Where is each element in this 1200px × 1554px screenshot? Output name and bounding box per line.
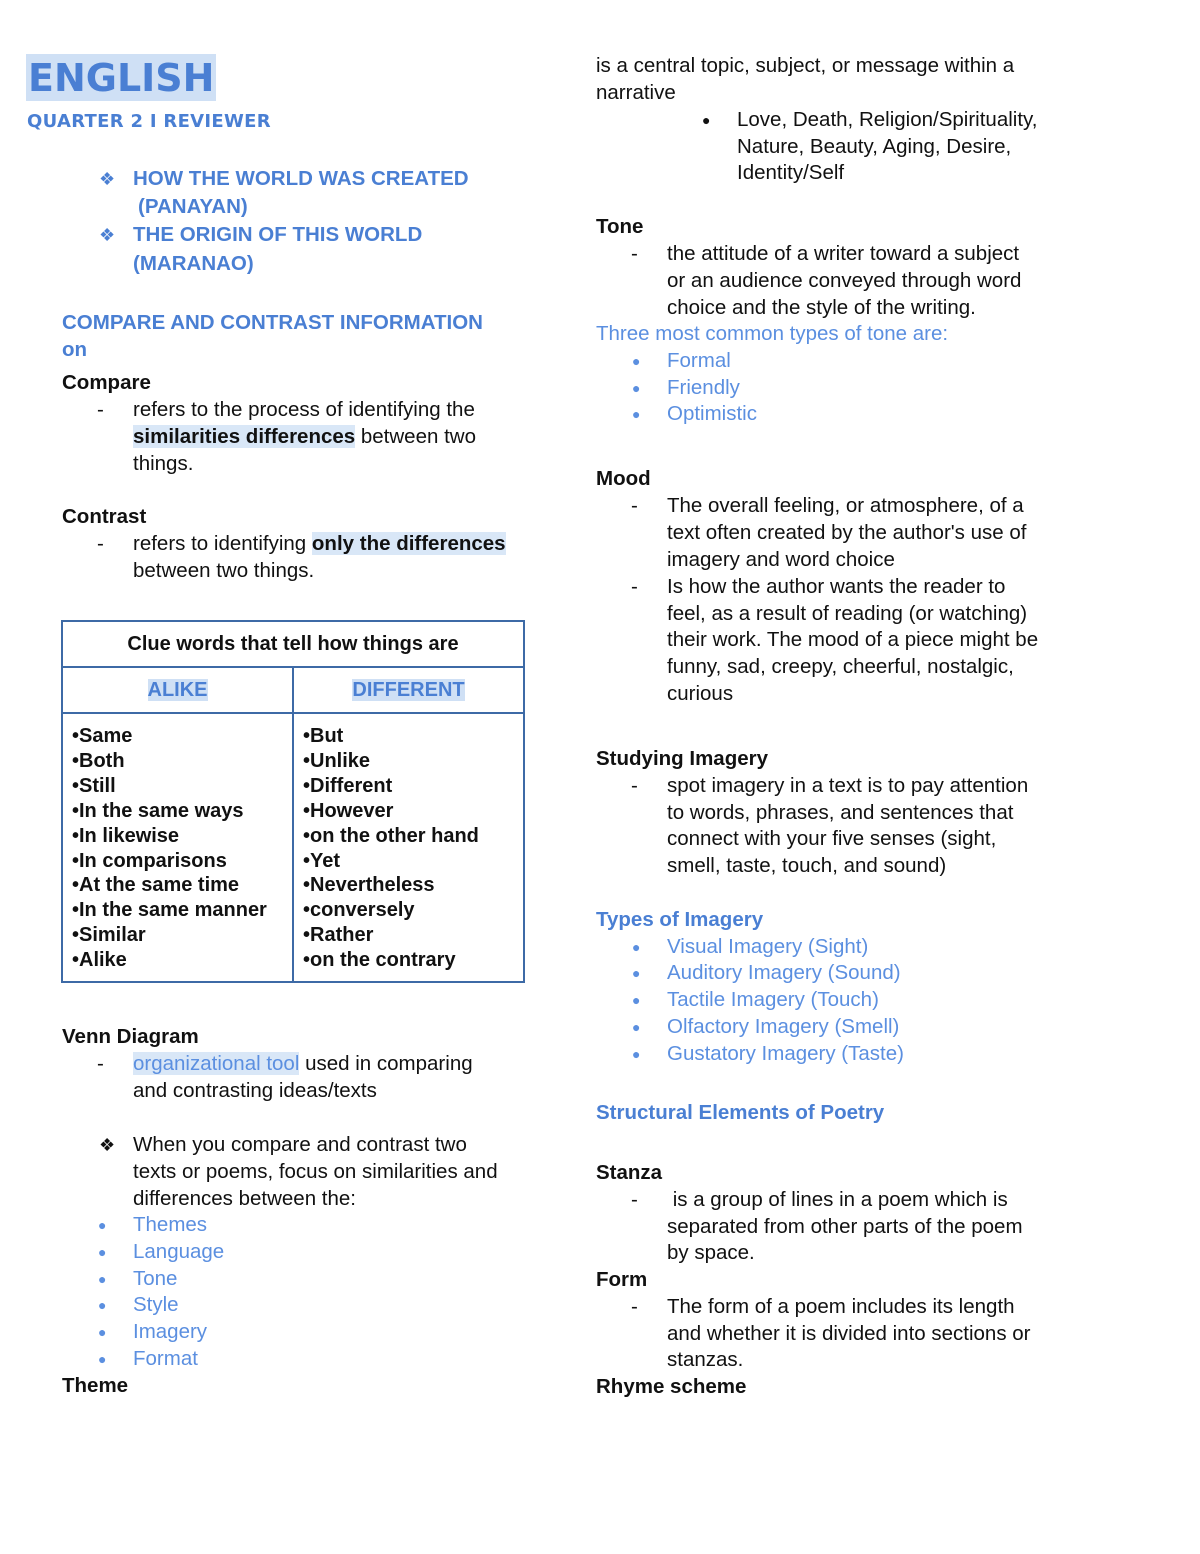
note-line: differences between the: (133, 1187, 356, 1210)
definition-line: curious (667, 682, 734, 705)
list-item: Formal (667, 349, 731, 372)
term-heading: Tone (596, 215, 644, 238)
definition-line: by space. (667, 1241, 755, 1264)
term-heading: Studying Imagery (596, 747, 769, 770)
definition-line: stanzas. (667, 1348, 744, 1371)
definition-line: narrative (596, 81, 676, 104)
page-title: ENGLISH (28, 56, 215, 100)
list-item: Style (133, 1293, 179, 1316)
topic-title: HOW THE WORLD WAS CREATED (133, 167, 469, 190)
definition-line: separated from other parts of the poem (667, 1215, 1023, 1238)
list-item: •on the other hand (303, 824, 479, 847)
alike-label: ALIKE (147, 679, 208, 701)
bullet-icon: ● (632, 1019, 641, 1035)
term-heading: Form (596, 1268, 648, 1291)
definition-line (133, 531, 506, 558)
definition-text: used in comparing (299, 1052, 473, 1075)
bullet-icon: ● (702, 112, 711, 128)
list-item: •But (303, 725, 344, 747)
definition-line: funny, sad, creepy, cheerful, nostalgic, (667, 655, 1014, 678)
term-heading: Stanza (596, 1161, 663, 1184)
note-line: When you compare and contrast two (133, 1133, 467, 1156)
list-item: •Both (72, 749, 125, 772)
diamond-bullet-icon: ❖ (99, 169, 116, 189)
definition-line: smell, taste, touch, and sound) (667, 854, 947, 877)
list-item: Visual Imagery (Sight) (667, 935, 869, 958)
bullet-icon: ● (632, 1046, 641, 1062)
list-item: •In the same ways (72, 799, 244, 822)
definition-line: is a central topic, subject, or message within a (596, 54, 1015, 77)
list-item: •Different (303, 774, 393, 797)
highlighted-text: organizational tool (133, 1052, 300, 1075)
list-item: •Rather (303, 924, 374, 947)
definition-line: The form of a poem includes its length (667, 1295, 1015, 1318)
dash-marker: - (97, 398, 104, 421)
table-column-header (293, 667, 524, 713)
definition-line: between two things. (133, 559, 315, 582)
example-line: Nature, Beauty, Aging, Desire, (737, 135, 1012, 158)
list-item: Olfactory Imagery (Smell) (667, 1015, 900, 1038)
bullet-icon: ● (98, 1217, 107, 1233)
section-heading-continued: on (62, 338, 88, 361)
dash-marker: - (631, 494, 638, 517)
list-item: •Unlike (303, 749, 371, 772)
list-item: •In the same manner (72, 899, 267, 922)
dash-marker: - (631, 575, 638, 598)
bullet-icon: ● (98, 1244, 107, 1260)
definition-line: and contrasting ideas/texts (133, 1079, 377, 1102)
list-item: Auditory Imagery (Sound) (667, 961, 901, 984)
list-item: Themes (133, 1213, 208, 1236)
bullet-icon: ● (632, 353, 641, 369)
list-item: •In comparisons (72, 849, 227, 872)
list-item: •Alike (72, 949, 127, 972)
dash-marker: - (631, 1188, 638, 1211)
list-item: •conversely (303, 899, 415, 922)
list-item: Language (133, 1240, 225, 1263)
bullet-icon: ● (98, 1351, 107, 1367)
definition-line: is a group of lines in a poem which is (667, 1188, 1008, 1211)
term-heading: Mood (596, 467, 651, 490)
definition-line (133, 424, 476, 451)
page-subtitle: QUARTER 2 I REVIEWER (27, 111, 271, 132)
list-item: •Nevertheless (303, 874, 435, 897)
list-item: Format (133, 1347, 198, 1370)
bullet-icon: ● (632, 380, 641, 396)
clue-words-table (61, 620, 525, 983)
definition-line: or an audience conveyed through word (667, 269, 1022, 292)
types-intro: Three most common types of tone are: (596, 322, 949, 345)
bullet-icon: ● (632, 406, 641, 422)
definition-line: imagery and word choice (667, 548, 895, 571)
definition-line: text often created by the author's use of (667, 521, 1027, 544)
definition-line: connect with your five senses (sight, (667, 827, 997, 850)
list-item: •on the contrary (303, 949, 456, 972)
topic-subtitle: (PANAYAN) (138, 195, 248, 218)
definition-line: and whether it is divided into sections or (667, 1322, 1031, 1345)
bullet-icon: ● (632, 939, 641, 955)
term-heading: Venn Diagram (62, 1025, 199, 1048)
definition-line: spot imagery in a text is to pay attention (667, 774, 1029, 797)
section-heading: COMPARE AND CONTRAST INFORMATION (62, 311, 483, 334)
term-heading: Compare (62, 371, 151, 394)
diamond-bullet-icon: ❖ (99, 1135, 116, 1155)
list-item: Optimistic (667, 402, 757, 425)
list-item: •Still (72, 774, 116, 797)
definition-line (133, 1051, 473, 1078)
list-item: Friendly (667, 376, 740, 399)
list-item: Tactile Imagery (Touch) (667, 988, 879, 1011)
list-item: Imagery (133, 1320, 208, 1343)
bullet-icon: ● (98, 1297, 107, 1313)
dash-marker: - (631, 774, 638, 797)
definition-line: choice and the style of the writing. (667, 296, 976, 319)
list-item: •Yet (303, 849, 341, 872)
definition-text: refers to identifying (133, 532, 312, 555)
diamond-bullet-icon: ❖ (99, 225, 116, 245)
list-item: •Same (72, 725, 133, 747)
list-item: •Similar (72, 924, 146, 947)
alike-word-list (62, 713, 293, 982)
dash-marker: - (97, 532, 104, 555)
table-column-header (62, 667, 293, 713)
different-word-list (293, 713, 524, 982)
definition-line: their work. The mood of a piece might be (667, 628, 1039, 651)
section-heading: Types of Imagery (596, 908, 764, 931)
list-item: •In likewise (72, 824, 180, 847)
definition-line: to words, phrases, and sentences that (667, 801, 1014, 824)
definition-text: between two (355, 425, 476, 448)
example-line: Identity/Self (737, 161, 845, 184)
definition-line: The overall feeling, or atmosphere, of a (667, 494, 1024, 517)
term-heading: Theme (62, 1374, 129, 1397)
definition-line: refers to the process of identifying the (133, 398, 475, 421)
dash-marker: - (631, 242, 638, 265)
list-item: Gustatory Imagery (Taste) (667, 1042, 904, 1065)
definition-line: the attitude of a writer toward a subject (667, 242, 1020, 265)
dash-marker: - (97, 1052, 104, 1075)
table-header: Clue words that tell how things are (62, 621, 524, 667)
highlighted-text: similarities differences (133, 425, 356, 448)
list-item: •However (303, 799, 394, 822)
dash-marker: - (631, 1295, 638, 1318)
definition-line: things. (133, 452, 194, 475)
highlighted-text: only the differences (311, 532, 506, 555)
different-label: DIFFERENT (352, 679, 465, 701)
term-heading: Contrast (62, 505, 147, 528)
topic-title: THE ORIGIN OF THIS WORLD (133, 223, 423, 246)
bullet-icon: ● (98, 1324, 107, 1340)
definition-line: Is how the author wants the reader to (667, 575, 1006, 598)
term-heading: Rhyme scheme (596, 1375, 747, 1398)
list-item: Tone (133, 1267, 178, 1290)
bullet-icon: ● (98, 1271, 107, 1287)
bullet-icon: ● (632, 992, 641, 1008)
definition-line: feel, as a result of reading (or watching) (667, 602, 1028, 625)
topic-subtitle: (MARANAO) (133, 252, 254, 275)
note-line: texts or poems, focus on similarities and (133, 1160, 498, 1183)
section-heading: Structural Elements of Poetry (596, 1101, 885, 1124)
list-item: •At the same time (72, 874, 240, 897)
bullet-icon: ● (632, 965, 641, 981)
example-line: Love, Death, Religion/Spirituality, (737, 108, 1038, 131)
